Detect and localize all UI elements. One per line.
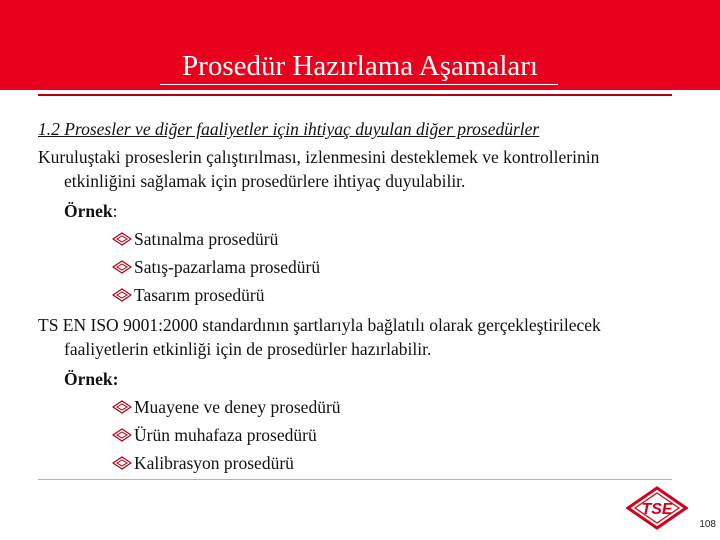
list-item — [112, 396, 341, 418]
paragraph1-line2: etkinliğini sağlamak için prosedürlere ihtiyaç duyulabilir. — [64, 171, 466, 191]
example1-colon: : — [112, 201, 118, 221]
list-item — [112, 452, 294, 474]
bullet-icon — [112, 232, 132, 246]
list-item-text: Ürün muhafaza prosedürü — [134, 425, 317, 445]
title-underline — [160, 84, 558, 85]
section-heading: 1.2 Prosesler ve diğer faaliyetler için ihtiyaç duyulan diğer prosedürler — [38, 119, 540, 139]
bullet-icon — [112, 456, 132, 470]
page-number: 108 — [699, 519, 716, 530]
paragraph1-line1: Kuruluştaki proseslerin çalıştırılması, izlenmesini desteklemek ve kontrollerinin — [38, 147, 600, 167]
bullet-icon — [112, 260, 132, 274]
bullet-icon — [112, 400, 132, 414]
logo-text: TSE — [641, 501, 673, 518]
bullet-icon — [112, 428, 132, 442]
tse-logo — [626, 486, 688, 530]
bottom-divider — [38, 479, 672, 480]
list-item — [112, 284, 264, 306]
bullet-icon — [112, 288, 132, 302]
list-item — [112, 424, 317, 446]
paragraph2-line2: faaliyetlerin etkinliği için de prosedürler hazırlabilir. — [64, 339, 432, 359]
example2-label: Örnek: — [64, 369, 119, 389]
top-divider — [38, 94, 672, 96]
list-item — [112, 228, 278, 250]
slide-title: Prosedür Hazırlama Aşamaları — [182, 50, 538, 82]
list-item-text: Satış-pazarlama prosedürü — [134, 257, 321, 277]
example1-label: Örnek — [64, 201, 113, 221]
list-item-text: Tasarım prosedürü — [134, 285, 265, 305]
list-item-text: Muayene ve deney prosedürü — [134, 397, 341, 417]
example1-label-row — [64, 200, 118, 222]
list-item — [112, 256, 320, 278]
paragraph2-line1: TS EN ISO 9001:2000 standardının şartlarıyla bağlatılı olarak gerçekleştirilecek — [38, 315, 601, 335]
list-item-text: Kalibrasyon prosedürü — [134, 453, 294, 473]
list-item-text: Satınalma prosedürü — [134, 229, 279, 249]
